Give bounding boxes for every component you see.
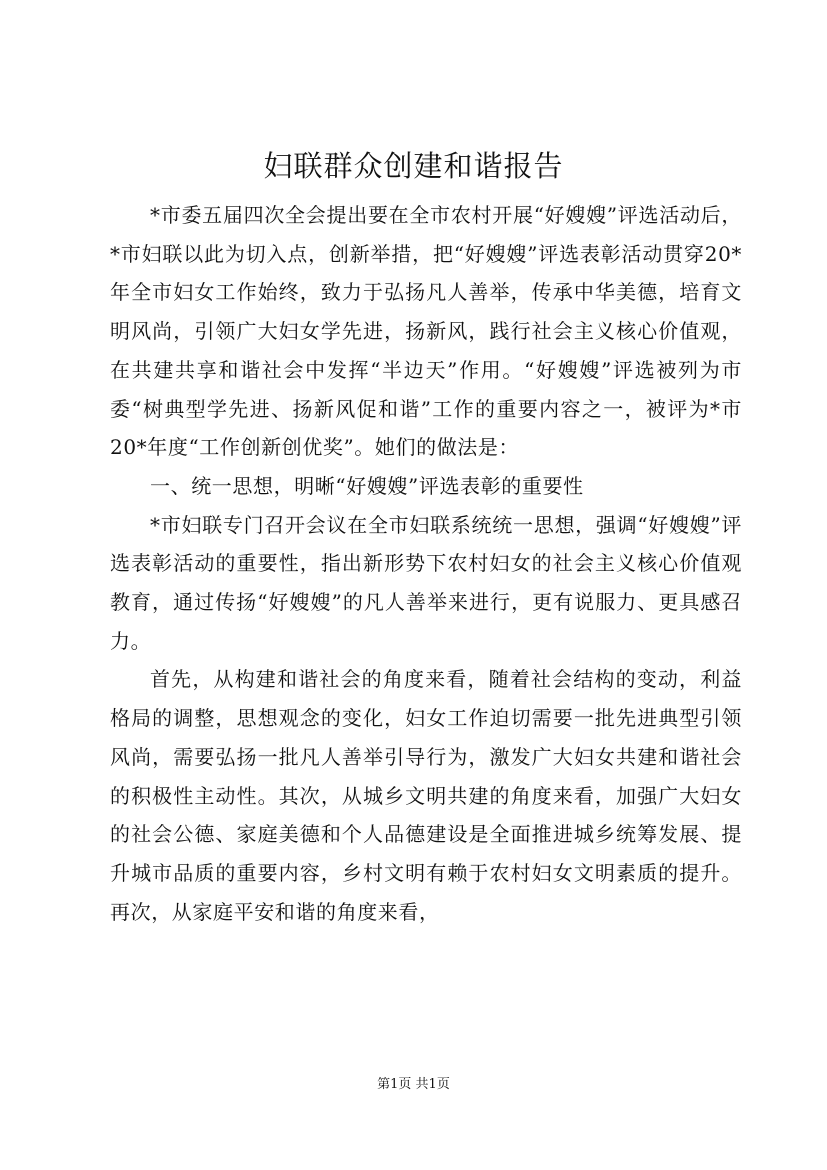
document-body — [110, 196, 742, 931]
paragraph-intro: *市委五届四次全会提出要在全市农村开展“好嫂嫂”评选活动后，*市妇联以此为切入点，创新举措，把“好嫂嫂”评选表彰活动贯穿20*年全市妇女工作始终，致力于弘扬凡人善举，传承中华美德，培育文明风尚，引领广大妇女学先进，扬新风，践行社会主义核心价值观，在共建共享和谐社会中发挥“半边天”作用。“好嫂嫂”评选被列为市委“树典型学先进、扬新风促和谐”工作的重要内容之一，被评为*市20*年度“工作创新创优奖”。她们的做法是： — [110, 203, 742, 460]
document-title: 妇联群众创建和谐报告 — [263, 149, 564, 183]
paragraph-unify-thinking: *市妇联专门召开会议在全市妇联系统统一思想，强调“好嫂嫂”评选表彰活动的重要性，指出新形势下农村妇女的社会主义核心价值观教育，通过传扬“好嫂嫂”的凡人善举来进行，更有说服力、更具感召力。 — [110, 512, 742, 653]
page-footer: 第1页 共1页 — [377, 1077, 450, 1092]
paragraph-first-second-third: 首先，从构建和谐社会的角度来看，随着社会结构的变动，利益格局的调整，思想观念的变化，妇女工作迫切需要一批先进典型引领风尚，需要弘扬一批凡人善举引导行为，激发广大妇女共建和谐社会的积极性主动性。其次，从城乡文明共建的角度来看，加强广大妇女的社会公德、家庭美德和个人品德建设是全面推进城乡统筹发展、提升城市品质的重要内容，乡村文明有赖于农村妇女文明素质的提升。再次，从家庭平安和谐的角度来看， — [110, 667, 742, 924]
section-heading-1: 一、统一思想，明晰“好嫂嫂”评选表彰的重要性 — [150, 473, 584, 498]
